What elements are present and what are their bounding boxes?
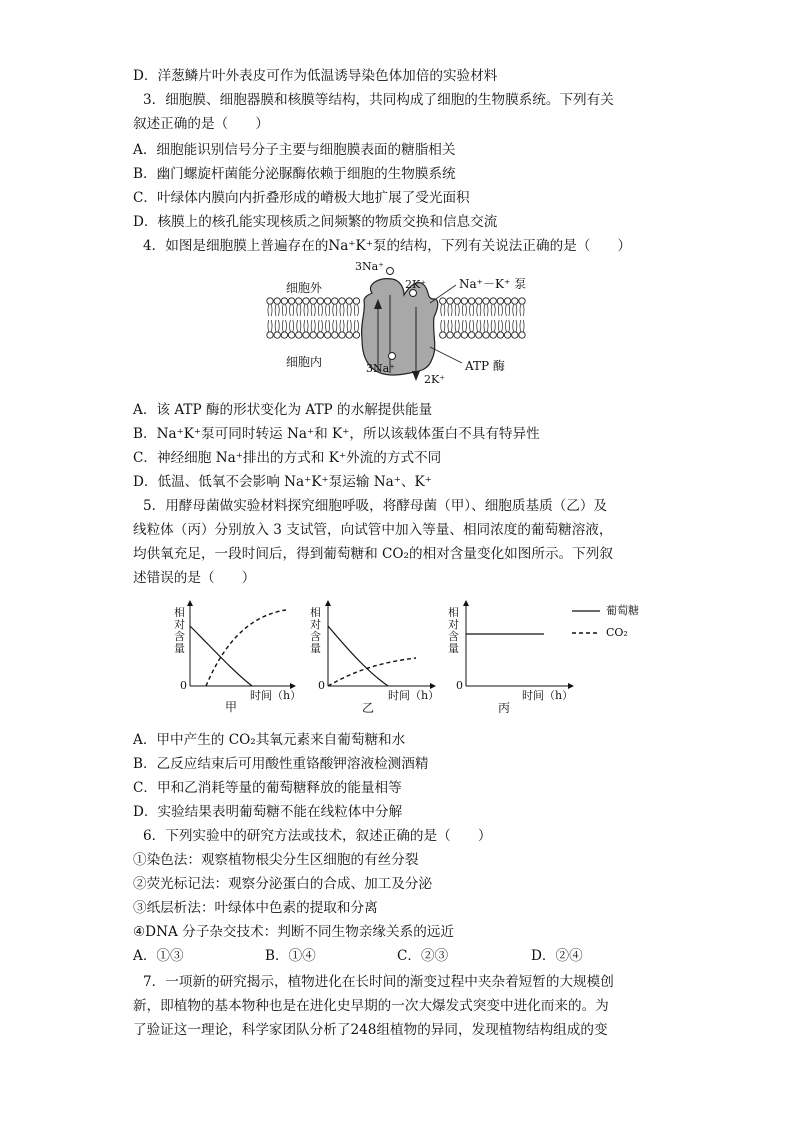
chart1-glucose-line	[190, 626, 252, 686]
phospholipid-head	[512, 332, 518, 338]
atpase-pointer	[430, 347, 462, 363]
phospholipid-head	[353, 332, 359, 338]
phospholipid-tail	[300, 320, 301, 332]
label-inside: 细胞内	[286, 355, 323, 369]
phospholipid-tail	[333, 304, 334, 316]
phospholipid-tail	[448, 320, 449, 332]
phospholipid-tail	[444, 304, 445, 316]
phospholipid-head	[440, 332, 446, 338]
phospholipid-tail	[307, 320, 308, 332]
phospholipid-tail	[300, 304, 301, 316]
q6-option-a: A．①③	[133, 948, 184, 964]
phospholipid-tail	[477, 320, 478, 332]
phospholipid-head	[440, 298, 446, 304]
phospholipid-tail	[290, 320, 291, 332]
phospholipid-tail	[484, 304, 485, 316]
q4-option-d: D．低温、低氧不会影响 Na⁺K⁺泵运输 Na⁺、K⁺	[133, 474, 432, 490]
q6-item-4: ④DNA 分子杂交技术：判断不同生物亲缘关系的远近	[133, 924, 454, 940]
q6-item-3: ③纸层析法：叶绿体中色素的提取和分离	[133, 900, 378, 916]
label-k-bottom: 2K⁺	[424, 373, 446, 386]
phospholipid-tail	[448, 304, 449, 316]
q6-option-b: B．①④	[265, 948, 316, 964]
chart1-xlabel: 时间（h）	[250, 689, 302, 702]
chart2-origin: 0	[318, 679, 325, 692]
phospholipid-tail	[326, 320, 327, 332]
phospholipid-head	[303, 332, 309, 338]
phospholipid-head	[267, 298, 273, 304]
option-3d-prev: D．洋葱鳞片叶外表皮可作为低温诱导染色体加倍的实验材料	[133, 68, 498, 84]
phospholipid-tail	[343, 304, 344, 316]
phospholipid-tail	[286, 304, 287, 316]
q5-option-d: D．实验结果表明葡萄糖不能在线粒体中分解	[133, 804, 403, 820]
phospholipid-tail	[458, 320, 459, 332]
phospholipid-tail	[487, 320, 488, 332]
phospholipid-head	[339, 298, 345, 304]
phospholipid-tail	[509, 320, 510, 332]
chart2-ylabel: 相对含量	[310, 606, 321, 655]
phospholipid-head	[447, 332, 453, 338]
phospholipid-head	[274, 332, 280, 338]
phospholipid-head	[512, 298, 518, 304]
chart3-ylabel: 相对含量	[448, 606, 459, 655]
phospholipid-head	[504, 332, 510, 338]
phospholipid-tail	[314, 304, 315, 316]
phospholipid-head	[497, 332, 503, 338]
q4-option-c: C．神经细胞 Na⁺排出的方式和 K⁺外流的方式不同	[133, 450, 442, 466]
chart3-xlabel: 时间（h）	[522, 689, 574, 702]
phospholipid-tail	[441, 320, 442, 332]
phospholipid-head	[461, 332, 467, 338]
phospholipid-tail	[282, 304, 283, 316]
q4-option-b: B．Na⁺K⁺泵可同时转运 Na⁺和 K⁺，所以该载体蛋白不具有特异性	[133, 426, 540, 442]
phospholipid-head	[353, 298, 359, 304]
phospholipid-tail	[358, 304, 359, 316]
phospholipid-tail	[286, 320, 287, 332]
phospholipid-head	[483, 298, 489, 304]
phospholipid-tail	[513, 320, 514, 332]
phospholipid-tail	[470, 320, 471, 332]
phospholipid-head	[281, 298, 287, 304]
phospholipid-tail	[441, 304, 442, 316]
label-na-bottom: 3Na⁺	[366, 362, 395, 375]
legend-glucose-label: 葡萄糖	[606, 604, 639, 617]
phospholipid-head	[296, 332, 302, 338]
phospholipid-tail	[466, 320, 467, 332]
phospholipid-tail	[307, 304, 308, 316]
phospholipid-head	[346, 332, 352, 338]
chart2-y-arrow	[325, 600, 331, 606]
phospholipid-tail	[354, 320, 355, 332]
legend-co2-label: CO₂	[606, 626, 628, 639]
phospholipid-tail	[506, 320, 507, 332]
phospholipid-tail	[455, 304, 456, 316]
phospholipid-tail	[297, 304, 298, 316]
phospholipid-tail	[487, 304, 488, 316]
phospholipid-tail	[491, 320, 492, 332]
phospholipid-tail	[498, 304, 499, 316]
phospholipid-head	[317, 298, 323, 304]
phospholipid-head	[447, 298, 453, 304]
q5-charts	[0, 598, 793, 728]
phospholipid-tail	[304, 320, 305, 332]
phospholipid-tail	[477, 304, 478, 316]
phospholipid-tail	[350, 320, 351, 332]
phospholipid-tail	[329, 320, 330, 332]
phospholipid-tail	[278, 320, 279, 332]
q3-option-b: B．幽门螺旋杆菌能分泌脲酶依赖于细胞的生物膜系统	[133, 166, 456, 182]
chart1-caption: 甲	[225, 700, 238, 714]
phospholipid-tail	[311, 320, 312, 332]
phospholipid-tail	[293, 304, 294, 316]
phospholipid-tail	[516, 304, 517, 316]
q5-option-b: B．乙反应结束后可用酸性重铬酸钾溶液检测酒精	[133, 756, 429, 772]
phospholipid-tail	[293, 320, 294, 332]
question-5-stem-1: 5．用酵母菌做实验材料探究细胞呼吸，将酵母菌（甲）、细胞质基质（乙）及	[143, 498, 608, 514]
phospholipid-tail	[318, 320, 319, 332]
phospholipid-tail	[297, 320, 298, 332]
question-5-stem-4: 述错误的是（ ）	[133, 570, 256, 586]
phospholipid-tail	[271, 320, 272, 332]
phospholipid-head	[468, 298, 474, 304]
phospholipid-tail	[513, 304, 514, 316]
na-ion-bottom	[389, 353, 396, 360]
phospholipid-head	[476, 298, 482, 304]
phospholipid-tail	[502, 320, 503, 332]
k-arrow-head	[412, 371, 420, 381]
phospholipid-tail	[275, 320, 276, 332]
phospholipid-tail	[304, 304, 305, 316]
phospholipid-head	[267, 332, 273, 338]
chart1-y-arrow	[187, 600, 193, 606]
question-3-stem-1: 3．细胞膜、细胞器膜和核膜等结构，共同构成了细胞的生物膜系统。下列有关	[143, 92, 614, 108]
phospholipid-tail	[520, 320, 521, 332]
q6-option-d: D．②④	[531, 948, 583, 964]
phospholipid-tail	[340, 320, 341, 332]
chart3-y-arrow	[463, 600, 469, 606]
chart2-caption: 乙	[362, 701, 375, 715]
phospholipid-tail	[494, 320, 495, 332]
na-ion-top	[387, 268, 394, 275]
phospholipid-tail	[462, 320, 463, 332]
phospholipid-tail	[473, 304, 474, 316]
q6-option-c: C．②③	[397, 948, 449, 964]
phospholipid-tail	[462, 304, 463, 316]
chart1-ylabel: 相对含量	[174, 606, 185, 655]
phospholipid-tail	[326, 304, 327, 316]
phospholipid-head	[346, 298, 352, 304]
phospholipid-head	[332, 332, 338, 338]
q6-item-2: ②荧光标记法：观察分泌蛋白的合成、加工及分泌	[133, 876, 433, 892]
label-pump: Na⁺－K⁺ 泵	[459, 277, 527, 291]
phospholipid-tail	[329, 304, 330, 316]
label-k-top: 2K⁺	[405, 278, 427, 291]
phospholipid-head	[468, 332, 474, 338]
phospholipid-tail	[336, 320, 337, 332]
phospholipid-head	[339, 332, 345, 338]
q5-option-a: A．甲中产生的 CO₂其氧元素来自葡萄糖和水	[133, 732, 406, 748]
phospholipid-tail	[275, 304, 276, 316]
phospholipid-tail	[516, 320, 517, 332]
phospholipid-head	[490, 298, 496, 304]
chart1-origin: 0	[180, 679, 187, 692]
phospholipid-tail	[340, 304, 341, 316]
phospholipid-tail	[466, 304, 467, 316]
chart3-origin: 0	[456, 679, 463, 692]
phospholipid-head	[324, 332, 330, 338]
question-5-stem-2: 线粒体（丙）分别放入 3 支试管，向试管中加入等量、相同浓度的葡萄糖溶液，	[133, 522, 613, 538]
phospholipid-tail	[358, 320, 359, 332]
phospholipid-head	[296, 298, 302, 304]
phospholipid-tail	[271, 304, 272, 316]
phospholipid-tail	[311, 304, 312, 316]
phospholipid-head	[461, 298, 467, 304]
question-7-line-3: 了验证这一理论，科学家团队分析了248组植物的异同，发现植物结构组成的变	[133, 1022, 608, 1038]
phospholipid-tail	[444, 320, 445, 332]
label-atpase: ATP 酶	[465, 359, 505, 373]
phospholipid-tail	[318, 304, 319, 316]
phospholipid-head	[288, 298, 294, 304]
phospholipid-tail	[455, 320, 456, 332]
phospholipid-head	[303, 298, 309, 304]
question-7-line-1: 7．一项新的研究揭示，植物进化在长时间的渐变过程中夹杂着短暂的大规模创	[143, 974, 614, 990]
phospholipid-tail	[314, 320, 315, 332]
q3-option-d: D．核膜上的核孔能实现核质之间频繁的物质交换和信息交流	[133, 214, 498, 230]
label-outside: 细胞外	[286, 281, 323, 295]
phospholipid-tail	[347, 320, 348, 332]
chart2-glucose-line	[328, 626, 388, 686]
phospholipid-tail	[354, 304, 355, 316]
phospholipid-head	[490, 332, 496, 338]
phospholipid-head	[332, 298, 338, 304]
phospholipid-tail	[350, 304, 351, 316]
phospholipid-head	[288, 332, 294, 338]
q4-option-a: A．该 ATP 酶的形状变化为 ATP 的水解提供能量	[133, 402, 433, 418]
phospholipid-tail	[509, 304, 510, 316]
phospholipid-tail	[290, 304, 291, 316]
phospholipid-tail	[458, 304, 459, 316]
phospholipid-tail	[451, 304, 452, 316]
chart1-co2-line	[206, 610, 286, 686]
na-k-pump-figure	[0, 255, 793, 395]
phospholipid-head	[324, 298, 330, 304]
phospholipid-tail	[494, 304, 495, 316]
phospholipid-head	[476, 332, 482, 338]
phospholipid-head	[519, 332, 525, 338]
label-na-top: 3Na⁺	[355, 260, 384, 273]
question-4-stem: 4．如图是细胞膜上普遍存在的Na⁺K⁺泵的结构，下列有关说法正确的是（ ）	[143, 238, 632, 254]
pump-protein	[362, 279, 438, 375]
phospholipid-tail	[343, 320, 344, 332]
phospholipid-tail	[451, 320, 452, 332]
question-6-stem: 6．下列实验中的研究方法或技术，叙述正确的是（ ）	[143, 828, 492, 844]
phospholipid-tail	[333, 320, 334, 332]
q3-option-c: C．叶绿体内膜向内折叠形成的嵴极大地扩展了受光面积	[133, 190, 470, 206]
phospholipid-tail	[473, 320, 474, 332]
chart3-caption: 丙	[498, 701, 511, 715]
phospholipid-tail	[470, 304, 471, 316]
phospholipid-tail	[523, 320, 524, 332]
phospholipid-tail	[491, 304, 492, 316]
phospholipid-tail	[480, 304, 481, 316]
phospholipid-head	[310, 332, 316, 338]
phospholipid-tail	[498, 320, 499, 332]
question-3-stem-2: 叙述正确的是（ ）	[133, 116, 269, 132]
phospholipid-head	[281, 332, 287, 338]
phospholipid-tail	[268, 304, 269, 316]
phospholipid-tail	[268, 320, 269, 332]
phospholipid-head	[504, 298, 510, 304]
phospholipid-tail	[347, 304, 348, 316]
phospholipid-tail	[502, 304, 503, 316]
q3-option-a: A．细胞能识别信号分子主要与细胞膜表面的糖脂相关	[133, 142, 456, 158]
phospholipid-tail	[520, 304, 521, 316]
question-7-line-2: 新，即植物的基本物种也是在进化史早期的一次大爆发式突变中进化而来的。为	[133, 998, 609, 1014]
q5-option-c: C．甲和乙消耗等量的葡萄糖释放的能量相等	[133, 780, 402, 796]
phospholipid-head	[317, 332, 323, 338]
chart2-co2-line	[328, 658, 416, 686]
phospholipid-head	[310, 298, 316, 304]
phospholipid-head	[274, 298, 280, 304]
phospholipid-head	[519, 298, 525, 304]
phospholipid-tail	[336, 304, 337, 316]
phospholipid-tail	[506, 304, 507, 316]
question-5-stem-3: 均供氧充足，一段时间后，得到葡萄糖和 CO₂的相对含量变化如图所示。下列叙	[133, 546, 613, 562]
phospholipid-head	[497, 298, 503, 304]
phospholipid-head	[454, 332, 460, 338]
chart2-xlabel: 时间（h）	[388, 689, 440, 702]
q6-item-1: ①染色法：观察植物根尖分生区细胞的有丝分裂	[133, 852, 419, 868]
phospholipid-tail	[480, 320, 481, 332]
phospholipid-tail	[282, 320, 283, 332]
phospholipid-tail	[322, 304, 323, 316]
phospholipid-tail	[523, 304, 524, 316]
phospholipid-tail	[278, 304, 279, 316]
phospholipid-head	[483, 332, 489, 338]
phospholipid-tail	[322, 320, 323, 332]
phospholipid-tail	[484, 320, 485, 332]
phospholipid-head	[454, 298, 460, 304]
